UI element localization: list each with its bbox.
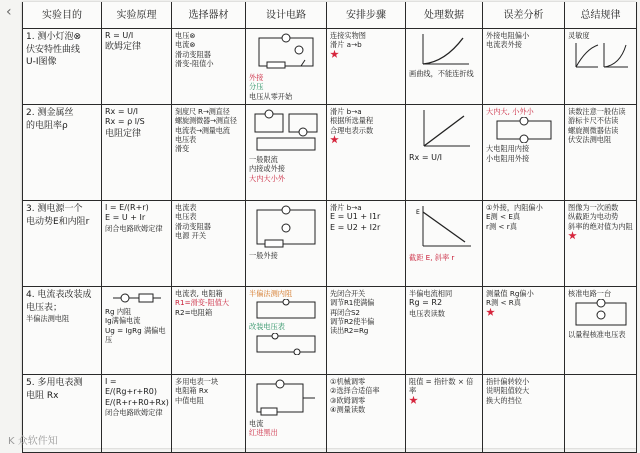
curve-graph-icon [417, 32, 471, 68]
error-cell: 测量值 Rg偏小 R测 < R真 [483, 287, 565, 375]
table-row [23, 201, 637, 287]
header-row [23, 2, 637, 29]
data-cell: E 截距 E, 斜率 r [406, 201, 483, 287]
circuit-diagram-icon [251, 108, 321, 154]
data-cell: 阻值 = 指针数 × 倍率 [406, 375, 483, 453]
equipment-cell: 多用电表一块 电阻箱 Rx 中值电阻 [172, 375, 246, 453]
equipment-cell: 刻度尺 R→测直径 螺旋测微器→测直径 电流表→测量电流 电压表 滑变 [172, 105, 246, 201]
purpose-cell: 4. 电流表改装成 电压表； 半偏法测电阻 [23, 287, 102, 375]
half-deflection-circuit-icon [251, 299, 321, 321]
calibration-circuit-icon [572, 299, 630, 329]
equipment-cell: 电流表, 电阻箱 R1=滑变-阻值大 R2=电阻箱 [172, 287, 246, 375]
steps-cell: 滑片 b→a E = U1 + I1r E = U2 + I2r [327, 201, 406, 287]
data-cell: 半偏电流相同 Rg = R2 电压表读数 [406, 287, 483, 375]
header-summary: 总结规律 [565, 2, 637, 29]
purpose-cell: 1. 测小灯泡⊗ 伏安特性曲线 U-I图像 [23, 29, 102, 105]
watermark: K 众软件知 [8, 436, 58, 447]
series-resistor-icon [111, 290, 163, 306]
star-icon [330, 50, 339, 59]
principle-cell: R = U/I 欧姆定律 [102, 29, 172, 105]
linear-graph-icon [416, 108, 472, 152]
star-icon [330, 135, 339, 144]
circuit-diagram-icon [253, 32, 319, 72]
header-error: 误差分析 [483, 2, 565, 29]
header-principle: 实验原理 [102, 2, 172, 29]
header-data: 处理数据 [406, 2, 483, 29]
circuit-cell: 半偏法测内阻 改装电压表 [246, 287, 327, 375]
header-equipment: 选择器材 [172, 2, 246, 29]
data-cell: Rx = U/I [406, 105, 483, 201]
header-purpose: 实验目的 [23, 2, 102, 29]
error-cell: ①外接，内阻偏小 E测 < E真 r测 < r真 [483, 201, 565, 287]
equipment-cell: 电压⊗ 电流⊗ 滑动变阻器 滑变-阻值小 [172, 29, 246, 105]
falling-line-graph-icon [415, 204, 473, 252]
circuit-cell: 一般限流 内接或外接 大内大小外 [246, 105, 327, 201]
data-cell: 画曲线，不能连折线 [406, 29, 483, 105]
header-circuit: 设计电路 [246, 2, 327, 29]
ohmmeter-circuit-icon [251, 378, 321, 418]
table-row [23, 287, 637, 375]
steps-cell: 先闭合开关 调节R1使满偏 再闭合S2 调节R2使半偏 读出R2=Rg [327, 287, 406, 375]
purpose-cell: 2. 测金属丝 的电阻率ρ [23, 105, 102, 201]
summary-cell: 核准电路一台 以量程核准电压表 [565, 287, 637, 375]
error-cell: 指针偏转较小 说明阻值较大 换大的挡位 [483, 375, 565, 453]
circuit-diagram-icon [251, 204, 321, 250]
principle-cell: I = E/(Rg+r+R0) E/(R+r+R0+Rx) 闭合电路欧姆定律 [102, 375, 172, 453]
star-icon [568, 231, 577, 240]
table-row [23, 375, 637, 453]
circuit-cell: 电流 红进黑出 [246, 375, 327, 453]
table-row [23, 105, 637, 201]
purpose-cell: 5. 多用电表测 电阻 Rx [23, 375, 102, 453]
circuit-cell: 外接 分压 电压从零开始 [246, 29, 327, 105]
error-cell: 外接电阻偏小 电流表外接 [483, 29, 565, 105]
header-steps: 安排步骤 [327, 2, 406, 29]
equipment-cell: 电流表 电压表 滑动变阻器 电源 开关 [172, 201, 246, 287]
voltmeter-circuit-icon [251, 333, 321, 355]
error-cell: 大内大, 小外小 大电阻用内接 小电阻用外接 [483, 105, 565, 201]
summary-cell: 图像为一次函数 纵截距为电动势 斜率的绝对值为内阻 [565, 201, 637, 287]
principle-cell: Rg 内阻 Ig满偏电流 Ug = IgRg 满偏电压 [102, 287, 172, 375]
table-row [23, 29, 637, 105]
circuit-diagram-icon [493, 117, 555, 143]
notes-sheet [22, 2, 636, 448]
steps-cell: ①机械调零 ②选择合适倍率 ③欧姆调零 ④测量读数 [327, 375, 406, 453]
star-icon [409, 396, 418, 405]
back-chevron-icon[interactable]: ‹ [6, 4, 12, 20]
experiment-summary-table [22, 2, 637, 453]
purpose-cell: 3. 测电源一个 电动势E和内阻r [23, 201, 102, 287]
circuit-cell: 一般外接 [246, 201, 327, 287]
summary-graph-icon [572, 41, 630, 71]
summary-cell: 灵敏度 [565, 29, 637, 105]
principle-cell: Rx = U/I Rx = ρ l/S 电阻定律 [102, 105, 172, 201]
steps-cell: 滑片 b→a 根据所选量程 合理电表示数 [327, 105, 406, 201]
summary-cell: 读数注意一般估读 游标卡尺不估读 螺旋测微器估读 伏安法测电阻 [565, 105, 637, 201]
svg-text:E: E [416, 209, 420, 216]
steps-cell: 连接实物图 滑片 a→b [327, 29, 406, 105]
principle-cell: I = E/(R+r) E = U + Ir 闭合电路欧姆定律 [102, 201, 172, 287]
star-icon [486, 308, 495, 317]
summary-cell [565, 375, 637, 453]
